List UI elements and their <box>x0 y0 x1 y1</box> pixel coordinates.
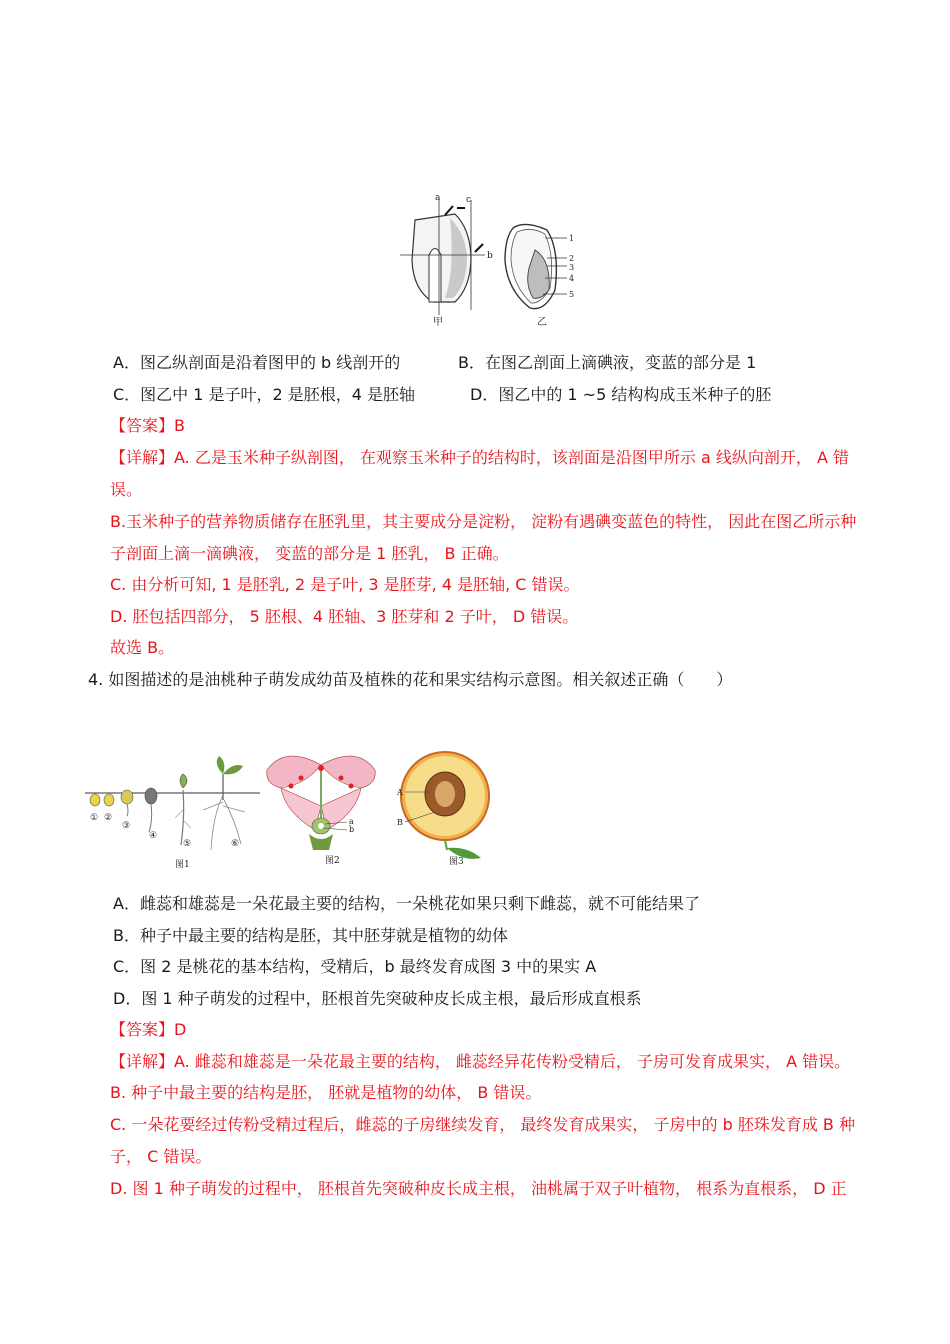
corn-seed-jia <box>400 193 493 328</box>
q4-option-c: C．图 2 是桃花的基本结构，受精后，b 最终发育成图 3 中的果实 A <box>113 957 597 976</box>
fruit-figure <box>396 752 489 867</box>
q4-option-d: D．图 1 种子萌发的过程中，胚根首先突破种皮长成主根，最后形成直根系 <box>113 989 642 1008</box>
stage-3: ③ <box>122 821 131 831</box>
q3-option-b: B．在图乙剖面上滴碘液，变蓝的部分是 1 <box>458 353 757 372</box>
peach-figure <box>85 740 505 875</box>
q4-explanation-line: D. 图 1 种子萌发的过程中， 胚根首先突破种皮长成主根， 油桃属于双子叶植物， 根系为直根系， D 正 <box>110 1179 847 1198</box>
flower-mark-b: b <box>349 825 355 834</box>
fruit-mark-b: B <box>397 818 403 827</box>
corn-seed-figure <box>395 190 585 330</box>
germination-figure <box>85 756 260 870</box>
mark-a: a <box>435 193 441 203</box>
flower-figure <box>267 756 375 866</box>
fruit-mark-a: A <box>397 788 403 797</box>
label-jia: 甲 <box>433 317 443 328</box>
stage-2: ② <box>104 813 113 823</box>
q4-option-b: B．种子中最主要的结构是胚，其中胚芽就是植物的幼体 <box>113 926 508 945</box>
label-yi: 乙 <box>537 317 547 328</box>
mark-5: 5 <box>569 290 575 299</box>
q3-explanation-line: 故选 B。 <box>110 638 175 657</box>
stage-6: ⑥ <box>231 839 240 849</box>
q3-option-c: C．图乙中 1 是子叶，2 是胚根，4 是胚轴 <box>113 385 416 404</box>
fig2-caption: 图2 <box>325 856 340 866</box>
q4-explanation-line: B. 种子中最主要的结构是胚， 胚就是植物的幼体， B 错误。 <box>110 1083 542 1102</box>
mark-3: 3 <box>569 263 575 272</box>
q3-explanation-line: C. 由分析可知, 1 是胚乳, 2 是子叶, 3 是胚芽, 4 是胚轴, C 错误。 <box>110 575 580 594</box>
q3-explanation-line: 【详解】A. 乙是玉米种子纵剖图， 在观察玉米种子的结构时，该剖面是沿图甲所示 a 线纵向剖开， A 错 <box>110 448 850 467</box>
mark-c: c <box>466 195 472 205</box>
mark-4: 4 <box>569 274 575 283</box>
q3-option-d: D．图乙中的 1 ~5 结构构成玉米种子的胚 <box>470 385 772 404</box>
stage-4: ④ <box>149 831 158 841</box>
stage-1: ① <box>90 813 99 823</box>
q3-option-a: A．图乙纵剖面是沿着图甲的 b 线剖开的 <box>113 353 401 372</box>
mark-2: 2 <box>569 254 575 263</box>
q4-explanation-line: C. 一朵花要经过传粉受精过程后，雌蕊的子房继续发育， 最终发育成果实， 子房中的 b 胚珠发育成 B 种 <box>110 1115 855 1134</box>
q4-explanation-line: 子， C 错误。 <box>110 1147 212 1166</box>
q3-answer: 【答案】B <box>110 416 185 435</box>
flower-mark-a: a <box>349 817 354 826</box>
q4-option-a: A．雌蕊和雄蕊是一朵花最主要的结构，一朵桃花如果只剩下雌蕊，就不可能结果了 <box>113 894 700 913</box>
stage-5: ⑤ <box>183 839 192 849</box>
q3-explanation-line: 子剖面上滴一滴碘液， 变蓝的部分是 1 胚乳， B 正确。 <box>110 544 509 563</box>
q4-explanation-line: 【详解】A. 雌蕊和雄蕊是一朵花最主要的结构， 雌蕊经异花传粉受精后， 子房可发育成果实， A 错误。 <box>110 1052 851 1071</box>
fig1-caption: 图1 <box>175 860 190 870</box>
q4-stem: 4. 如图描述的是油桃种子萌发成幼苗及植株的花和果实结构示意图。相关叙述正确（ ） <box>88 670 733 689</box>
fig3-caption: 图3 <box>449 857 464 867</box>
corn-seed-yi <box>505 224 574 328</box>
q3-explanation-line: B.玉米种子的营养物质储存在胚乳里，其主要成分是淀粉， 淀粉有遇碘变蓝色的特性， 因此在图乙所示种 <box>110 512 857 531</box>
q3-explanation-line: 误。 <box>110 480 143 499</box>
q3-explanation-line: D. 胚包括四部分， 5 胚根、4 胚轴、3 胚芽和 2 子叶， D 错误。 <box>110 607 579 626</box>
mark-b: b <box>487 251 493 261</box>
mark-1: 1 <box>569 234 575 243</box>
q4-answer: 【答案】D <box>110 1020 187 1039</box>
